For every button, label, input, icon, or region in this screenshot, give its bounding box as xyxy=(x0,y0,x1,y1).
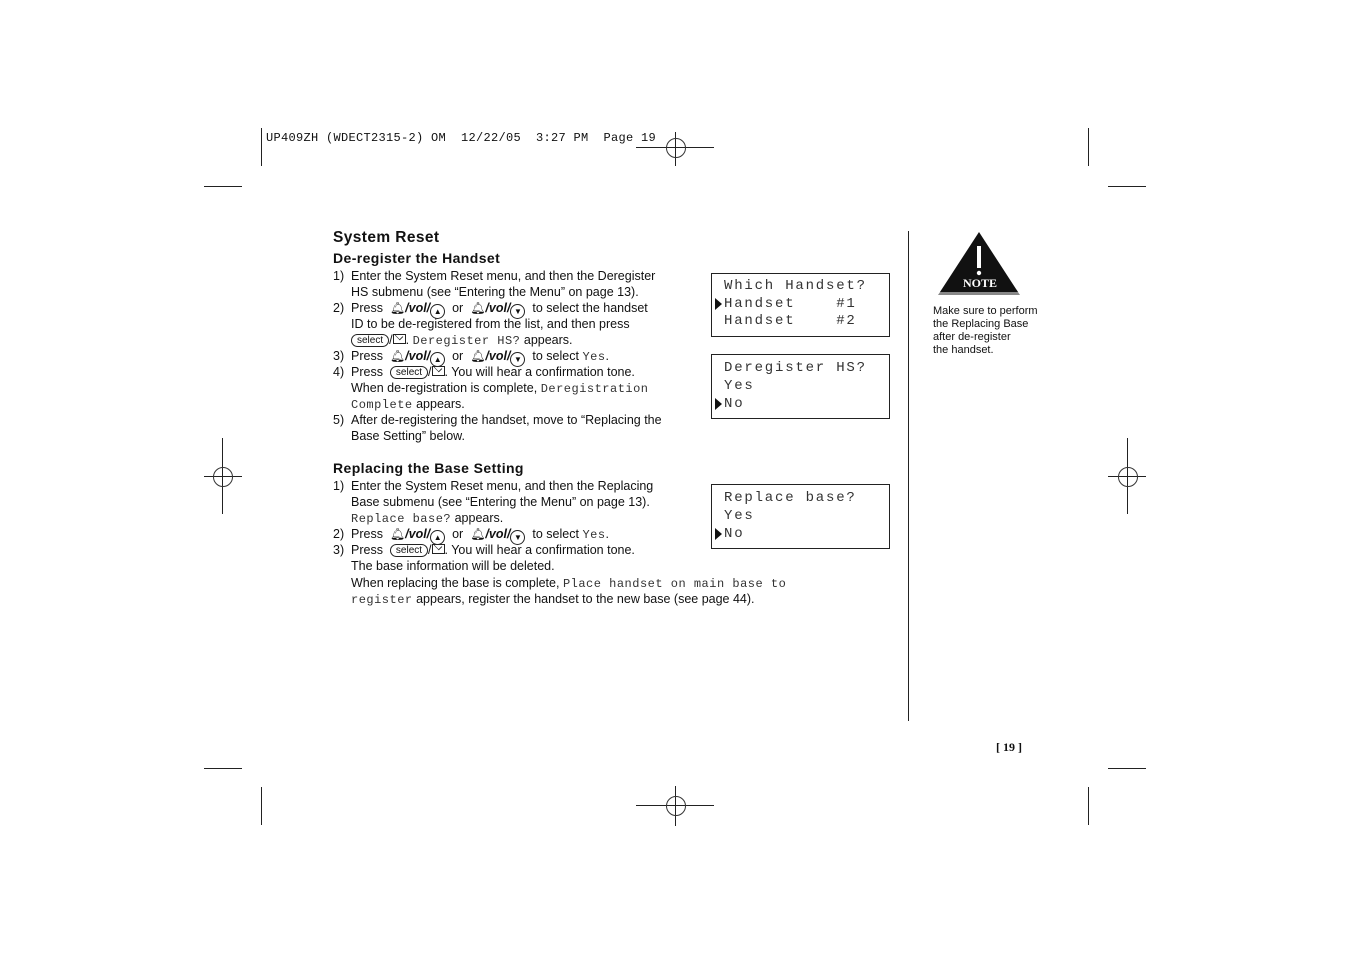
select-key: select xyxy=(390,366,428,379)
cursor-icon xyxy=(715,398,722,410)
crop-mark xyxy=(1088,128,1089,166)
envelope-icon xyxy=(393,334,406,344)
cursor-icon xyxy=(715,528,722,540)
note-text: Make sure to perform the Replacing Base after de-register the handset. xyxy=(933,305,1038,356)
ringer-icon: 🔔︎ xyxy=(389,349,406,363)
ringer-icon: 🔔︎ xyxy=(389,527,406,541)
down-arrow-icon: ▼ xyxy=(510,530,525,545)
section-title: System Reset xyxy=(333,229,440,246)
registration-mark-circle xyxy=(213,467,233,487)
lcd-replace-base: Replace base? Yes No xyxy=(711,484,890,549)
ringer-icon: 🔔︎ xyxy=(470,527,486,541)
print-slug: UP409ZH (WDECT2315-2) OM 12/22/05 3:27 PM Page 19 xyxy=(266,131,657,145)
up-arrow-icon: ▲ xyxy=(430,304,445,319)
crop-mark xyxy=(1108,186,1146,187)
replacing-heading: Replacing the Base Setting xyxy=(333,460,524,476)
deregister-heading: De-register the Handset xyxy=(333,250,501,266)
page-number: [ 19 ] xyxy=(996,740,1022,754)
registration-mark-circle xyxy=(666,138,686,158)
down-arrow-icon: ▼ xyxy=(510,352,525,367)
crop-mark xyxy=(261,787,262,825)
ringer-icon: 🔔︎ xyxy=(470,349,486,363)
envelope-icon xyxy=(432,544,445,554)
select-key: select xyxy=(390,544,428,557)
crop-mark xyxy=(1088,787,1089,825)
ringer-icon: 🔔︎ xyxy=(470,301,486,315)
crop-mark xyxy=(261,128,262,166)
crop-mark xyxy=(204,186,242,187)
lcd-deregister: Deregister HS? Yes No xyxy=(711,354,890,419)
up-arrow-icon: ▲ xyxy=(430,352,445,367)
registration-mark-circle xyxy=(1118,467,1138,487)
envelope-icon xyxy=(432,366,445,376)
registration-mark-circle xyxy=(666,796,686,816)
ringer-icon: 🔔︎ xyxy=(389,301,406,315)
crop-mark xyxy=(204,768,242,769)
up-arrow-icon: ▲ xyxy=(430,530,445,545)
cursor-icon xyxy=(715,298,722,310)
note-label: NOTE xyxy=(963,276,998,290)
down-arrow-icon: ▼ xyxy=(510,304,525,319)
crop-mark xyxy=(1108,768,1146,769)
select-key: select xyxy=(351,334,389,347)
lcd-which-handset: Which Handset? Handset #1 Handset #2 xyxy=(711,273,890,337)
column-divider xyxy=(908,231,909,721)
